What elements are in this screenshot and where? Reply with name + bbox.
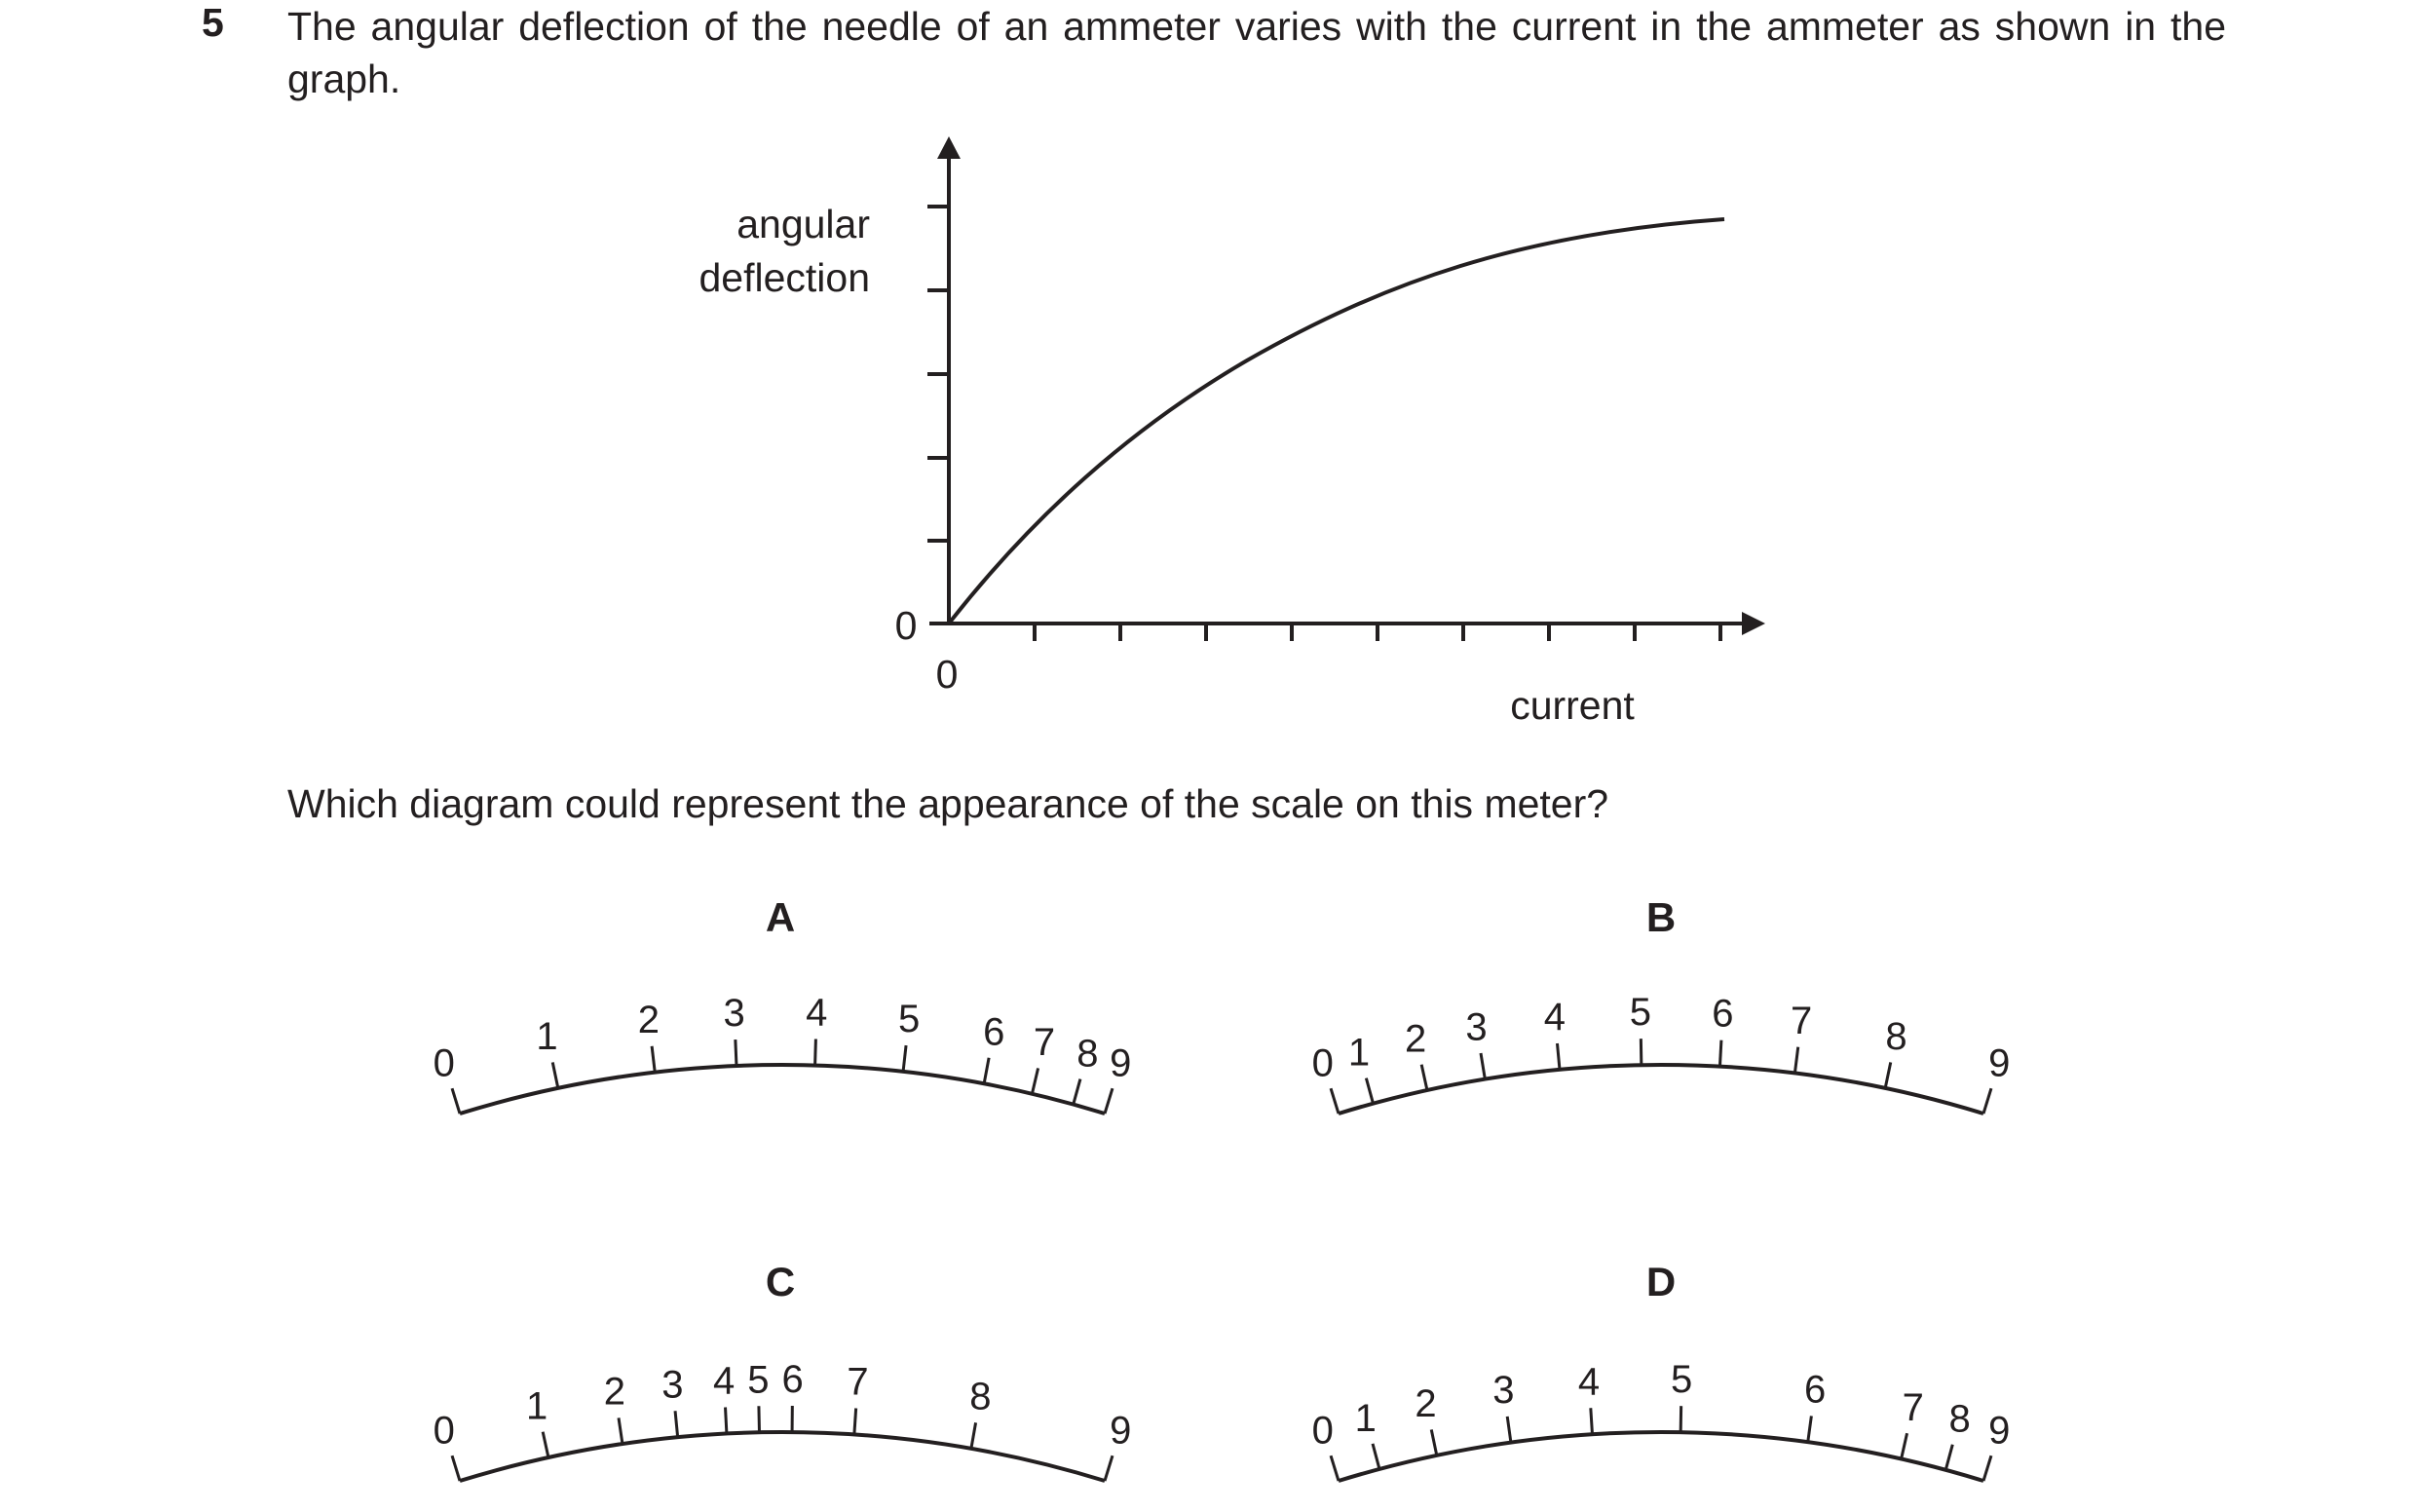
y-axis-ticks xyxy=(927,207,949,541)
scale-label: 2 xyxy=(1405,1017,1427,1061)
scale-tick xyxy=(854,1408,856,1434)
scale-tick xyxy=(452,1088,460,1114)
scale-tick xyxy=(619,1418,623,1444)
scale-label: 4 xyxy=(1577,1360,1601,1404)
scale-label: 4 xyxy=(806,991,828,1035)
scale-label: 3 xyxy=(1492,1369,1515,1413)
scale-label: 3 xyxy=(723,992,745,1036)
scale-label: 5 xyxy=(1671,1358,1693,1402)
scale-label: 1 xyxy=(1347,1031,1371,1075)
scale-tick xyxy=(726,1407,727,1433)
scale-label: 7 xyxy=(847,1360,869,1404)
option-b[interactable] xyxy=(1312,894,2011,1114)
scale-label: 2 xyxy=(1415,1382,1437,1426)
option-c[interactable] xyxy=(434,1259,1132,1481)
scale-label: 9 xyxy=(1988,1409,2011,1453)
scale-tick xyxy=(984,1058,989,1084)
scale-tick xyxy=(1373,1444,1379,1469)
option-letter: C xyxy=(765,1259,796,1304)
scale-label: 2 xyxy=(603,1370,626,1414)
scale-tick xyxy=(1421,1065,1427,1090)
scale-tick xyxy=(1983,1455,1991,1481)
scale-tick xyxy=(1808,1416,1812,1442)
scale-tick xyxy=(452,1455,460,1481)
scale-label: 4 xyxy=(1543,996,1567,1040)
scale-label: 7 xyxy=(1033,1021,1056,1065)
scale-tick xyxy=(1331,1455,1339,1481)
scale-tick xyxy=(1902,1433,1907,1458)
scale-tick xyxy=(903,1045,906,1072)
scale-tick xyxy=(759,1406,760,1432)
question-text: The angular deflection of the needle of an ammeter varies with the current in the ammeter as shown in the graph. xyxy=(287,4,2226,101)
deflection-curve xyxy=(949,219,1724,624)
scale-label: 3 xyxy=(661,1363,684,1407)
scale-tick xyxy=(1945,1445,1952,1470)
scale-tick xyxy=(1331,1088,1339,1114)
y-axis-arrow xyxy=(937,136,961,159)
deflection-graph xyxy=(698,136,1765,728)
scale-tick xyxy=(1105,1088,1113,1114)
scale-label: 1 xyxy=(526,1384,548,1428)
y-axis-label-line1: angular xyxy=(736,202,870,246)
scale-tick xyxy=(1507,1417,1511,1443)
scale-label: 9 xyxy=(1988,1041,2011,1085)
scale-label: 6 xyxy=(983,1010,1005,1054)
scale-tick xyxy=(1105,1455,1113,1481)
scale-label: 4 xyxy=(712,1359,736,1403)
scale-tick xyxy=(1481,1053,1485,1079)
scale-label: 1 xyxy=(536,1015,558,1059)
scale-tick xyxy=(652,1046,655,1073)
option-a[interactable] xyxy=(434,894,1132,1114)
scale-label: 8 xyxy=(1948,1397,1971,1441)
scale-label: 8 xyxy=(1885,1015,1907,1059)
scale-tick xyxy=(1885,1062,1891,1087)
scale-label: 0 xyxy=(1311,1041,1334,1085)
scale-tick xyxy=(1032,1068,1038,1093)
scale-label: 3 xyxy=(1465,1005,1488,1049)
scale-tick xyxy=(1431,1429,1437,1455)
x-axis-ticks xyxy=(1035,624,1720,641)
x-axis-label: current xyxy=(1510,683,1635,728)
scale-label: 0 xyxy=(433,1409,455,1453)
scale-tick xyxy=(1983,1088,1991,1114)
scale-tick xyxy=(815,1040,816,1066)
scale-tick xyxy=(1074,1079,1080,1105)
scale-arc xyxy=(1339,1432,1983,1481)
scale-tick xyxy=(1366,1078,1373,1104)
scale-tick xyxy=(543,1432,548,1457)
scale-tick xyxy=(971,1422,976,1449)
scale-label: 8 xyxy=(1076,1032,1099,1076)
scale-label: 5 xyxy=(747,1358,770,1402)
y-axis-label-line2: deflection xyxy=(698,255,870,300)
scale-label: 5 xyxy=(898,998,921,1041)
question-prompt: Which diagram could represent the appearance of the scale on this meter? xyxy=(287,781,1609,826)
option-letter: A xyxy=(765,894,796,940)
scale-label: 1 xyxy=(1354,1396,1377,1440)
scale-arc xyxy=(1339,1065,1983,1114)
scale-tick xyxy=(1591,1408,1593,1434)
scale-tick xyxy=(1557,1043,1560,1070)
option-d[interactable] xyxy=(1312,1259,2011,1481)
option-letter: D xyxy=(1645,1259,1677,1304)
scale-arc xyxy=(460,1432,1105,1481)
scale-tick xyxy=(552,1062,558,1087)
scale-arc xyxy=(460,1065,1105,1114)
question-number: 5 xyxy=(202,0,224,45)
scale-label: 7 xyxy=(1902,1385,1924,1429)
scale-label: 8 xyxy=(969,1375,992,1418)
scale-label: 9 xyxy=(1110,1409,1132,1453)
scale-tick xyxy=(675,1411,678,1437)
origin-y-label: 0 xyxy=(894,603,918,648)
x-axis-arrow xyxy=(1742,612,1765,635)
scale-label: 9 xyxy=(1110,1041,1132,1085)
scale-label: 6 xyxy=(1712,992,1734,1036)
scale-label: 7 xyxy=(1791,999,1813,1042)
scale-label: 6 xyxy=(1804,1368,1827,1412)
scale-label: 0 xyxy=(1311,1409,1334,1453)
scale-tick xyxy=(1719,1040,1720,1067)
scale-label: 6 xyxy=(781,1358,804,1402)
scale-label: 5 xyxy=(1629,991,1651,1035)
scale-label: 0 xyxy=(433,1041,455,1085)
scale-tick xyxy=(1794,1047,1797,1074)
origin-x-label: 0 xyxy=(935,652,959,697)
option-letter: B xyxy=(1645,894,1677,940)
scale-label: 2 xyxy=(637,999,660,1042)
